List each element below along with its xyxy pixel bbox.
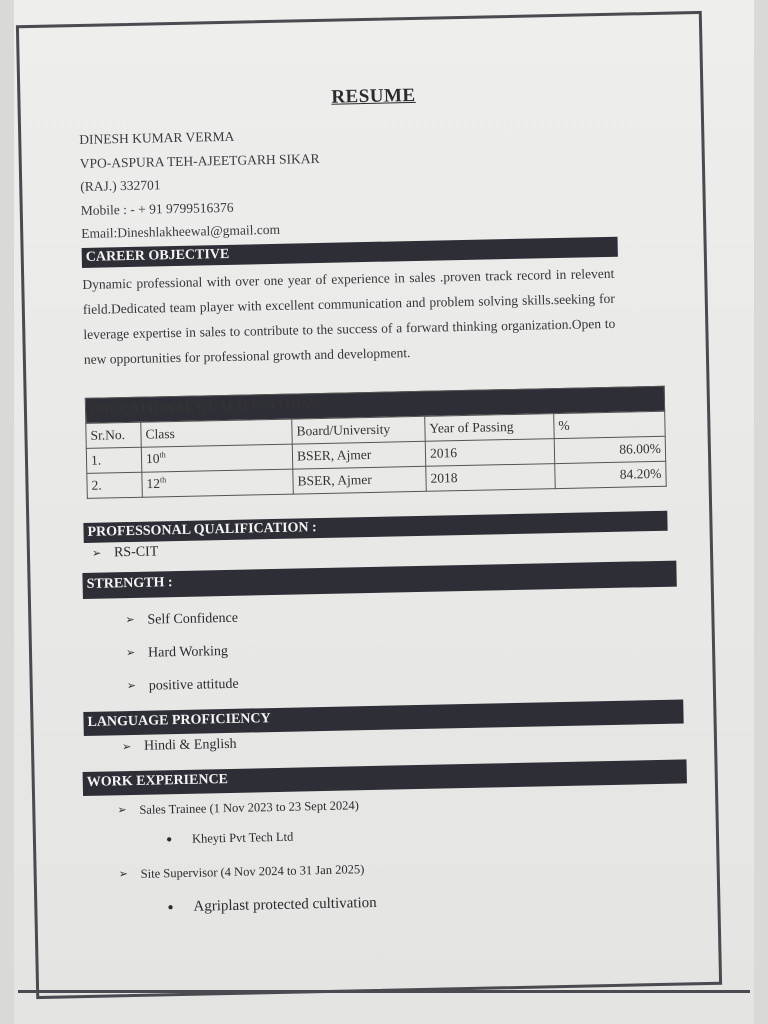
list-item-text: Hindi & English (143, 736, 237, 754)
address-line-2: (RAJ.) 332701 (80, 177, 161, 194)
job-role: Sales Trainee (1 Nov 2023 to 23 Sept 2024) (139, 797, 359, 817)
arrow-bullet-icon: ➢ (125, 646, 136, 659)
cell-sr-no: 1. (86, 447, 142, 473)
professional-qualification-heading: PROFESSONAL QUALIFICATION : (83, 510, 667, 542)
cell-percent: 86.00% (554, 436, 665, 463)
column-header: Year of Passing (425, 413, 554, 441)
strength-list (125, 592, 681, 703)
class-number: 12 (146, 476, 161, 492)
resume-title: RESUME (331, 84, 416, 108)
arrow-bullet-icon: ➢ (91, 547, 102, 560)
arrow-bullet-icon: ➢ (126, 679, 137, 692)
class-suffix: th (159, 475, 167, 485)
cell-board: BSER, Ajmer (292, 441, 425, 469)
list-item-text: RS-CIT (113, 543, 159, 560)
column-header: Board/University (292, 416, 425, 444)
class-suffix: th (159, 450, 166, 460)
education-heading: EDUCATIONAL QUALIFICATIONS (85, 386, 664, 423)
cell-year: 2016 (425, 438, 554, 466)
resume-content (78, 64, 686, 926)
cell-year: 2018 (426, 463, 555, 491)
dot-bullet-icon: • (165, 828, 173, 849)
language-proficiency-heading: LANGUAGE PROFICIENCY (83, 699, 683, 736)
candidate-name: DINESH KUMAR VERMA (79, 128, 235, 147)
arrow-bullet-icon: ➢ (125, 613, 135, 626)
cell-percent: 84.20% (555, 461, 666, 488)
career-objective-text: Dynamic professional with over one year of experience in sales .proven track record in relevent field.Dedicated team player with excellent communication and problem solving skills.seeking for leverage expertise in sales to contribute to the success of a forward thinking organization.Open to new opportunities for professional growth and development. (82, 265, 616, 367)
class-number: 10 (145, 451, 160, 467)
arrow-bullet-icon: ➢ (118, 867, 129, 880)
list-item-text: Hard Working (147, 643, 229, 661)
column-header: Class (141, 419, 292, 447)
education-table (85, 385, 667, 498)
column-header: Sr.No. (86, 422, 142, 448)
career-objective-heading: CAREER OBJECTIVE (82, 236, 618, 267)
work-experience-heading: WORK EXPERIENCE (83, 759, 687, 796)
column-header: % (554, 411, 665, 438)
cell-sr-no: 2. (87, 472, 143, 498)
contact-block (79, 116, 671, 246)
address-line-1: VPO-ASPURA TEH-AJEETGARH SIKAR (79, 150, 320, 171)
cell-class (142, 469, 293, 497)
bottom-rule (18, 990, 750, 993)
work-experience-list (117, 785, 686, 925)
cell-board: BSER, Ajmer (293, 466, 426, 494)
strength-heading: STRENGTH : (82, 560, 676, 598)
arrow-bullet-icon: ➢ (121, 740, 132, 753)
company-name: Agriplast protected cultivation (193, 894, 377, 915)
email-address: Email:Dineshlakheewal@gmail.com (81, 221, 281, 241)
list-item-text: Self Confidence (147, 610, 239, 628)
mobile-number: Mobile : - + 91 9799516376 (80, 199, 234, 218)
job-role: Site Supervisor (4 Nov 2024 to 31 Jan 2025) (140, 861, 365, 881)
cell-class (141, 444, 292, 472)
dot-bullet-icon: • (167, 896, 174, 917)
company-name: Kheyti Pvt Tech Ltd (191, 829, 294, 846)
arrow-bullet-icon: ➢ (117, 803, 127, 816)
list-item-text: positive attitude (148, 676, 239, 694)
